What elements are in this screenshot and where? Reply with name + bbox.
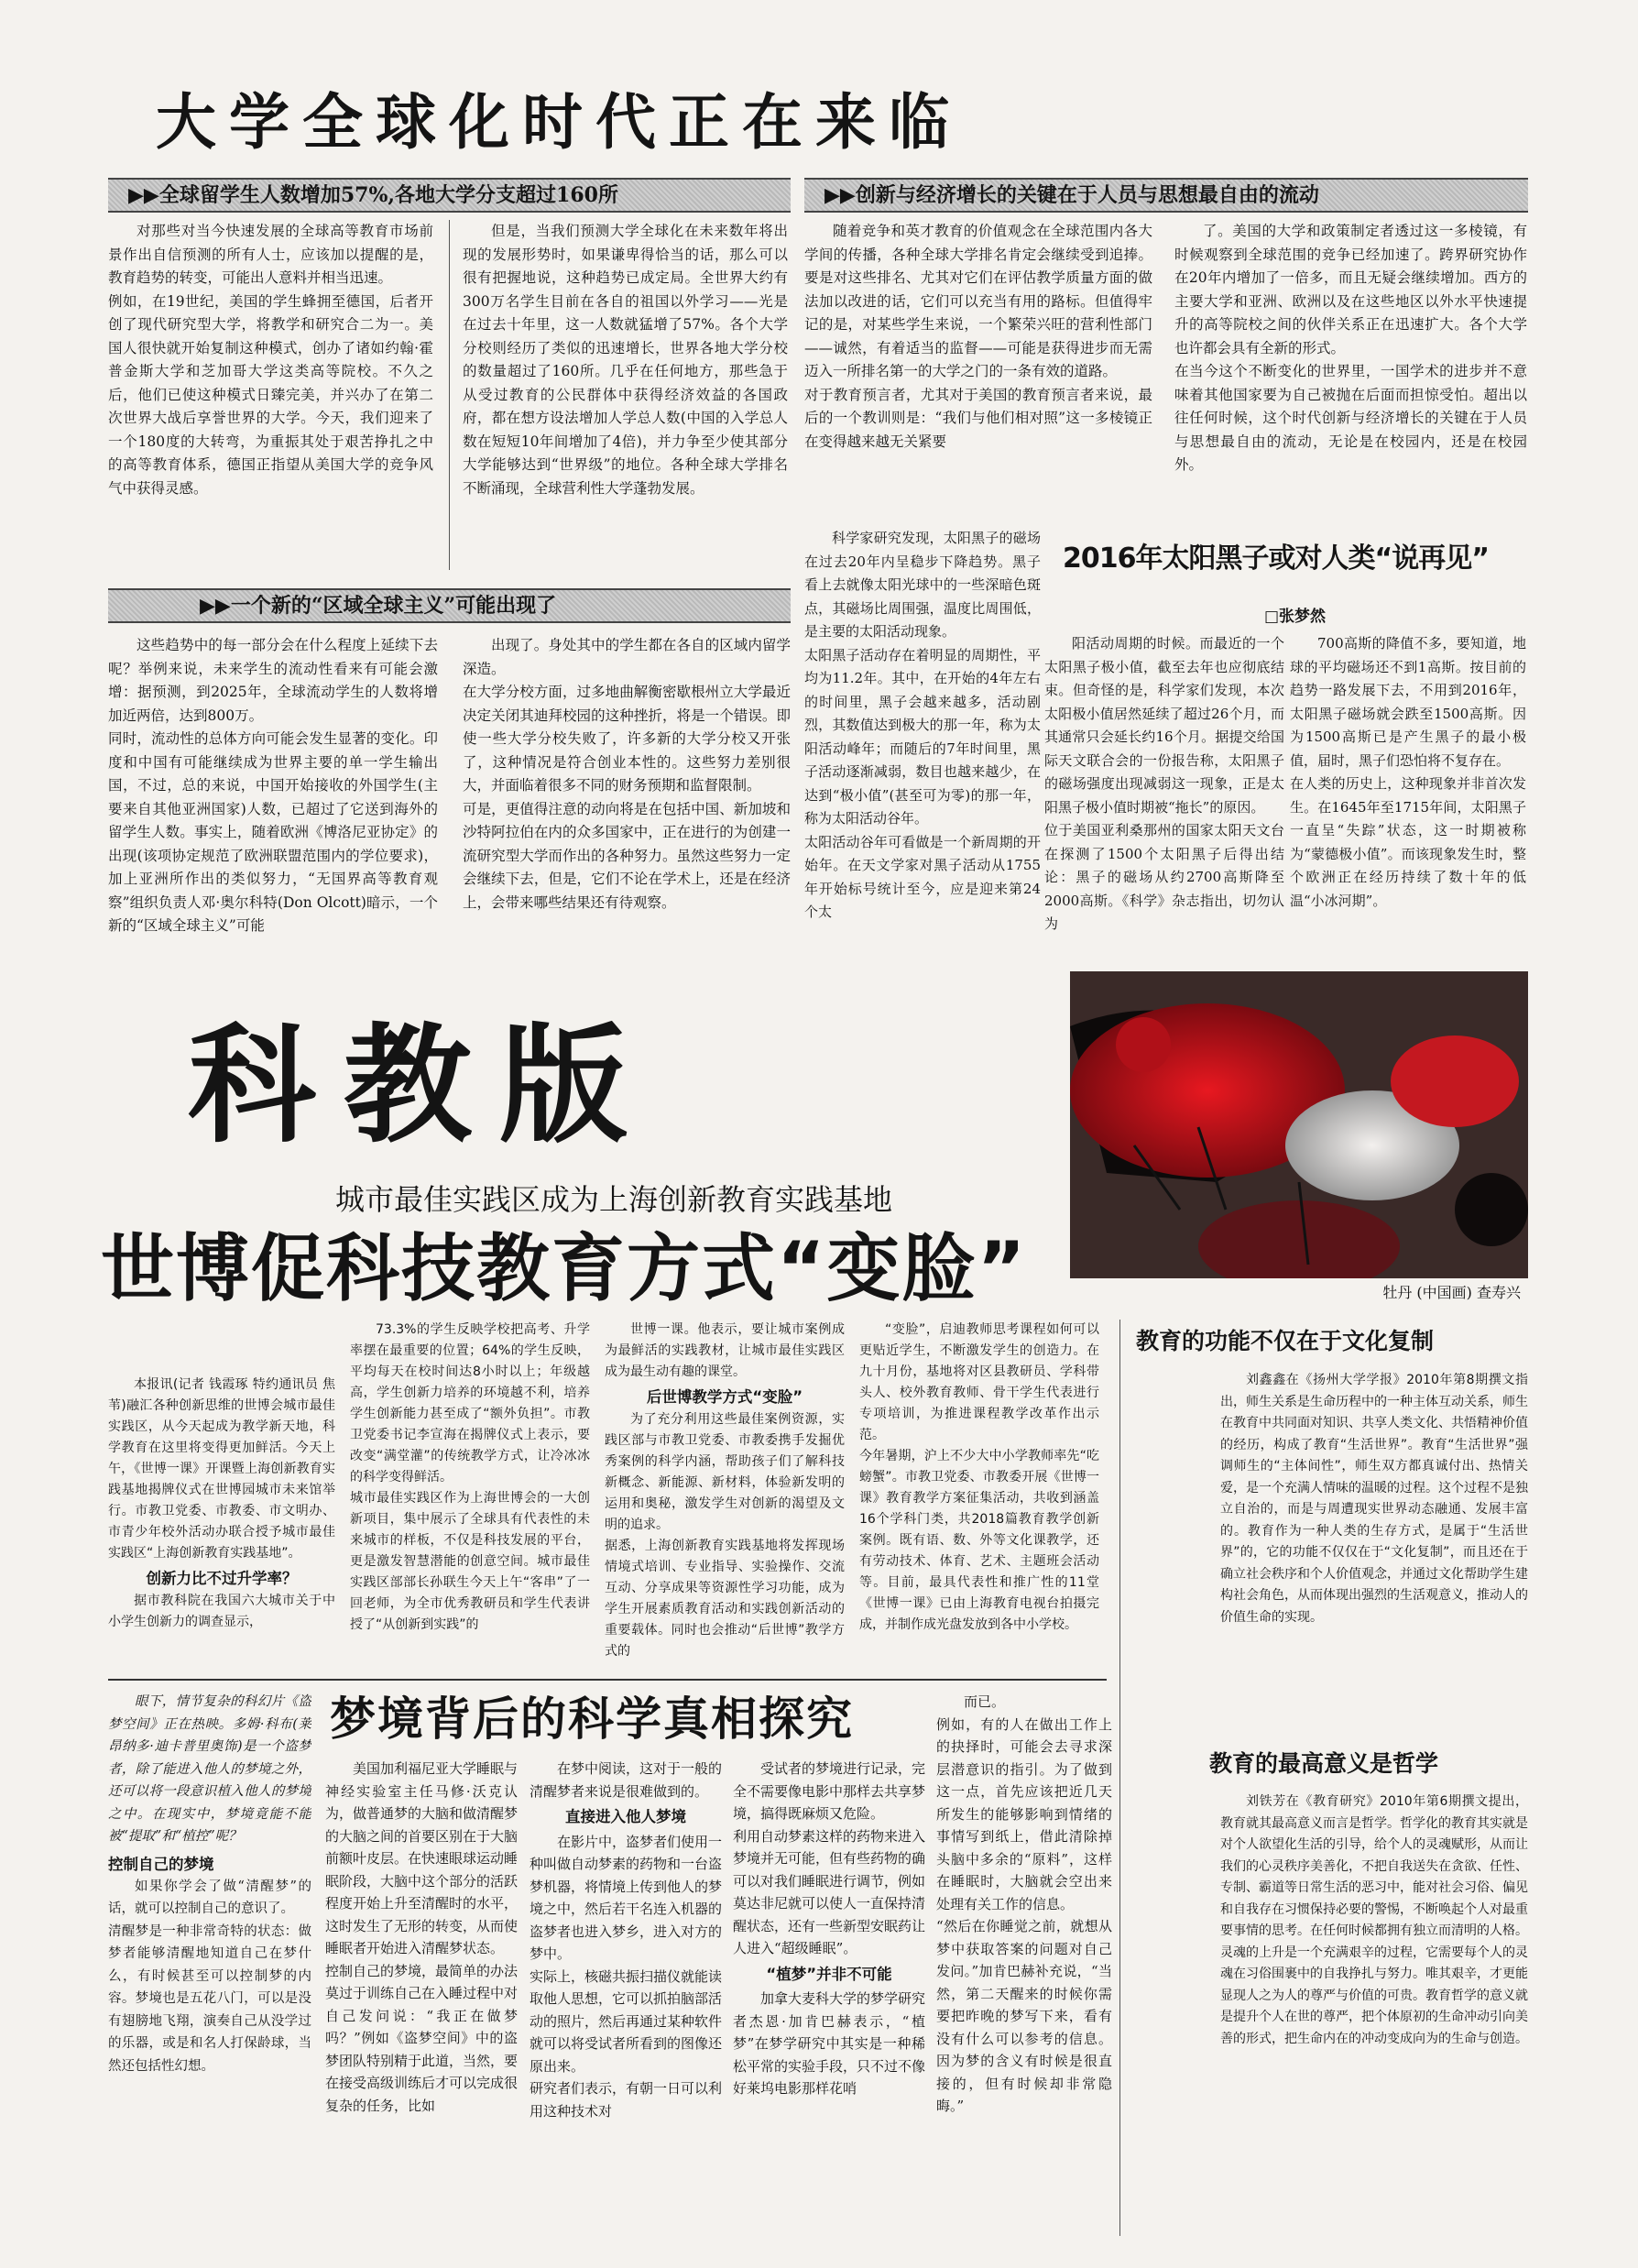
- dream-column-4b-text: 加拿大麦科大学的梦学研究者杰恩·加肯巴赫表示，“植梦”在梦学研究中其实是一种稀松平常的实验手段，只不过不像好莱坞电影那样花哨: [733, 1990, 925, 2097]
- edu-column-1: 刘鑫鑫在《扬州大学学报》2010年第8期撰文指出，师生关系是生命历程中的一种主体互动关系，师生在教育中共同面对知识、共享人类文化、共悟精神价值的经历，构成了教育“生活世界”。教育“生活世界”强调师生的“主体间性”，师生双方都真诚付出、热情关爱，是一个充满人情味的温暖的过程。这个过程不是独立自治的，而是与周遭现实世界动态融通、发展丰富的。教育作为一种人类的生存方式，是属于“生活世界”的，它的功能不仅仅在于“文化复制”，而且还在于确立社会秩序和个人价值观念，并通过文化帮助学生建构社会角色，从而体现出强烈的生活观意义，推动人的价值生命的实现。: [1220, 1373, 1528, 1625]
- shibo-column-3b-text: 为了充分利用这些最佳案例资源，实践区部与市教卫党委、市教委携手发掘优秀案例的科学内涵，帮助孩子们了解科技新概念、新能源、新材料，体验新发明的运用和奥秘，激发学生对创新的渴望及文明的追求。 据悉，上海创新教育实践基地将发挥现场情境式培训、专业指导、实验操作、交流互动、分享成果等资源性学习功能，成为学生开展素质教育活动和实践创新活动的重要载体。同时也会推动“后世博”教学方式的: [605, 1412, 845, 1659]
- section-bar-3: [108, 588, 791, 623]
- dream-column-4-text: 受试者的梦境进行记录，完全不需要像电影中那样去共享梦境，搞得既麻烦又危险。 利用自动梦素这样的药物来进入梦境并无可能，但有些药物的确可以对我们睡眠进行调节，例如莫达非尼就可以使人一直保持清醒状态，还有一些新型安眠药让人进入“超级睡眠”。: [733, 1760, 925, 1956]
- dream-column-3: [530, 1758, 722, 2231]
- peony-painting: [1070, 971, 1528, 1278]
- article-column-4: 了。美国的大学和政策制定者透过这一多棱镜，有时候观察到全球范围的竞争已经加速了。跨界研究协作在20年内增加了一倍多，而且无疑会继续增加。西方的主要大学和亚洲、欧洲以及在这些地区以外水平快速提升的高等院校之间的伙伴关系正在迅速扩大。各个大学也许都会具有全新的形式。 在当今这个不断变化的世界里，一国学术的进步并不意味着其他国家要为自己被抛在后面而担惊受怕。超出以往任何时候，这个时代创新与经济增长的关键在于人员与思想最自由的流动，无论是在校园内，还是在校园外。: [1174, 223, 1527, 473]
- shibo-subhead-2: 后世博教学方式“变脸”: [646, 1388, 803, 1406]
- dream-title: 梦境背后的科学真相探究: [330, 1692, 854, 1746]
- peony-painting-graphic: [1070, 971, 1528, 1278]
- dream-sidebar-intro: 眼下，情节复杂的科幻片《盗梦空间》正在热映。多姆·科布(莱昂纳多·迪卡普里奥饰)是一个盗梦者，除了能进入他人的梦境之外，还可以将一段意识植入他人的梦境之中。在现实中，梦境竟能不能被“提取”和“植控”呢？: [108, 1694, 311, 1844]
- section-bar-2-text: ▶▶创新与经济增长的关键在于人员与思想最自由的流动: [824, 183, 1319, 207]
- sunspot-column-1: 科学家研究发现，太阳黑子的磁场在过去20年内呈稳步下降趋势。黑子看上去就像太阳光球中的一些深暗色斑点，其磁场比周围强，温度比周围低，是主要的太阳活动现象。 太阳黑子活动存在着明显的周期性，平均为11.2年。其中，在开始的4年左右的时间里，黑子会越来越多，活动剧烈，其数值达到极大的那一年，称为太阳活动峰年；而随后的7年时间里，黑子活动逐渐减弱，数目也越来越少，在达到“极小值”(甚至可为零)的那一年，称为太阳活动谷年。 太阳活动谷年可看做是一个新周期的开始年。在天文学家对黑子活动从1755年开始标号统计至今，应是迎来第24个太: [804, 530, 1041, 920]
- dream-subhead-2: 直接进入他人梦境: [565, 1808, 686, 1825]
- dream-column-3-text: 在梦中阅读，这对于一般的清醒梦者来说是很难做到的。: [530, 1760, 722, 1800]
- edu-column-2: 刘铁芳在《教育研究》2010年第6期撰文提出，教育就其最高意义而言是哲学。哲学化的教育其实就是对个人欲望化生活的引导，给个人的灵魂赋形，从而让我们的心灵秩序美善化，不把自我送失在贪欲、任性、专制、霸道等日常生活的恶习中，能对社会习俗、偏见和自我存在习惯保持必要的警惕，不断唤起个人对最重要事情的思考。在任何时候都拥有独立而清明的人格。灵魂的上升是一个充满艰辛的过程，它需要每个人的灵魂在习俗围裹中的自我挣扎与努力。唯其艰辛，才更能显现人之为人的尊严与价值的可贵。教育哲学的意义就是提升个人在世的尊严，把个体原初的生命冲动引向美善的形式，把生命内在的冲动变成向为的生命与创造。: [1220, 1794, 1528, 2046]
- article-column-2: 但是，当我们预测大学全球化在未来数年将出现的发展形势时，如果谦卑得恰当的话，那么可以很有把握地说，这种趋势已成定局。全世界大约有300万名学生目前在各自的祖国以外学习——光是在过去十年里，这一人数就猛增了57%。各个大学分校则经历了类似的迅速增长，世界各地大学分校的数量超过了160所。几乎在任何地方，那些急于从受过教育的公民群体中获得经济效益的各国政府，都在想方设法增加人学总人数(中国的入学总人数在短短10年间增加了4倍)，并力争至少使其部分大学能够达到“世界级”的地位。各种全球大学排名不断涌现，全球营利性大学蓬勃发展。: [463, 223, 788, 497]
- sunspot-column-3: 700高斯的降值不多，要知道，地球的平均磁场还不到1高斯。按目前的趋势一路发展下去，不用到2016年，太阳黑子磁场就会跌至1500高斯。因为1500高斯已是产生黑子的最小极值，届时，黑子们恐怕将不复存在。 在人类的历史上，这种现象并非首次发生。在1645年至1715年间，太阳黑子一直呈“失踪”状态，这一时期被称为“蒙德极小值”。而该现象发生时，整个欧洲正在经历持续了数十年的低温“小冰河期”。: [1290, 635, 1526, 909]
- shibo-column-3-text: 世博一课。他表示，要让城市案例成为最鲜活的实践教材，让城市最佳实践区成为最生动有趣的课堂。: [605, 1322, 845, 1379]
- edu-title-1: 教育的功能不仅在于文化复制: [1136, 1328, 1435, 1354]
- shibo-column-4: “变脸”，启迪教师思考课程如何可以更贴近学生，不断激发学生的创造力。在九十月份，基地将对区县教研员、学科带头人、校外教育教师、骨干学生代表进行专项培训，为推进课程教学改革作出示范。 今年暑期，沪上不少大中小学教师率先“吃螃蟹”。市教卫党委、市教委开展《世博一课》教育教学方案征集活动，共收到涵盖16个学科门类，共2018篇教育教学创新案例。既有语、数、外等文化课教学，还有劳动技术、体育、艺术、主题班会活动等。目前，最具代表性和推广性的11堂《世博一课》已由上海教育电视台拍摄完成，并制作成光盘发放到各中小学校。: [859, 1322, 1099, 1632]
- painting-caption: 牡丹 (中国画) 查寿兴: [1382, 1284, 1521, 1301]
- column-divider: [449, 220, 450, 570]
- subtitle: 城市最佳实践区成为上海创新教育实践基地: [334, 1182, 892, 1217]
- dream-sidebar: [108, 1691, 311, 2231]
- article-column-1: 对那些对当今快速发展的全球高等教育市场前景作出自信预测的所有人士，应该加以提醒的是，教育趋势的转变，可能出人意料并相当迅速。 例如，在19世纪，美国的学生蜂拥至德国，后者开创了现代研究型大学，将教学和研究合二为一。美国人很快就开始复制这种模式，创办了诸如约翰·霍普金斯大学和芝加哥大学这类高等院校。不久之后，他们已使这种模式日臻完美，并兴办了在第二次世界大战后享誉世界的大学。今天，我们迎来了一个180度的大转弯，为重振其处于艰苦挣扎之中的高等教育体系，德国正指望从美国大学的竞争风气中获得灵感。: [108, 223, 433, 497]
- shibo-column-3: [605, 1320, 845, 1670]
- dream-column-3b-text: 在影片中，盗梦者们使用一种叫做自动梦素的药物和一台盗梦机器，将情境上传到他人的梦境之中，然后若干名连入机器的盗梦者也进入梦乡，进入对方的梦中。 实际上，核磁共振扫描仪就能读取他人思想，它可以抓拍脑部活动的照片，然后再通过某种软件就可以将受试者所看到的图像还原出来。 研究者们表示，有朝一日可以利用这种技术对: [530, 1833, 722, 2120]
- article-column-6: 出现了。身处其中的学生都在各自的区域内留学深造。 在大学分校方面，过多地曲解衡密歇根州立大学最近决定关闭其迪拜校园的这种挫折，将是一个错误。即使一些大学分校失败了，许多新的大学分校又开张了，这种情况是符合创业本性的。这些努力差别很大，并面临着很多不同的财务预期和监督限制。 可是，更值得注意的动向将是在包括中国、新加坡和沙特阿拉伯在内的众多国家中，正在进行的为创建一流研究型大学而作出的各种努力。虽然这些努力一定会继续下去，但是，它们不论在学术上，还是在经济上，会带来哪些结果还有待观察。: [463, 637, 791, 911]
- article-column-5: 这些趋势中的每一部分会在什么程度上延续下去呢？举例来说，未来学生的流动性看来有可能会激增：据预测，到2025年，全球流动学生的人数将增加近两倍，达到800万。 同时，流动性的总体方向可能会发生显著的变化。印度和中国有可能继续成为世界主要的单一学生输出国，不过，总的来说，中国开始接收的外国学生(主要来自其他亚洲国家)人数，已超过了它送到海外的留学生人数。事实上，随着欧洲《博洛尼亚协定》的出现(该项协定规范了欧洲联盟范围内的学位要求)，加上亚洲所作出的类似努力，“无国界高等教育观察”组织负责人邓·奥尔科特(Don Olcott)暗示，一个新的“区域全球主义”可能: [108, 637, 438, 934]
- dream-column-5: 而已。 例如，有的人在做出工作上的抉择时，可能会去寻求深层潜意识的指引。为了做到这一点，首先应该把近几天所发生的能够影响到情绪的事情写到纸上，借此清除掉头脑中多余的“原料”，这样在睡眠时，大脑就会空出来处理有关工作的信息。 “然后在你睡觉之前，就想从梦中获取答案的问题对自己发问。”加肯巴赫补充说，“当然，第二天醒来的时候你需要把昨晚的梦写下来，看有没有什么可以参考的信息。因为梦的含义有时候是很直接的，但有时候却非常隐晦。”: [936, 1693, 1112, 2114]
- main-title: 大学全球化时代正在来临: [156, 86, 962, 158]
- shibo-column-1-text: 本报讯(记者 钱霞琢 特约通讯员 焦苇)融汇各种创新思维的世博会城市最佳实践区，从今天起成为教学新天地，科学教育在这里将变得更加鲜活。今天上午，《世博一课》开课暨上海创新教育实践基地揭牌仪式在世博园城市未来馆举行。市教卫党委、市教委、市文明办、市青少年校外活动办联合授予城市最佳实践区“上海创新教育实践基地”。: [108, 1377, 335, 1561]
- dream-subhead-3: “植梦”并非不可能: [766, 1965, 892, 1983]
- section-bar-3-text: ▶▶一个新的“区域全球主义”可能出现了: [200, 594, 557, 618]
- shibo-subhead-1: 创新力比不过升学率？: [146, 1570, 298, 1587]
- sunspot-author: □张梦然: [1264, 608, 1327, 626]
- article-column-3: 随着竞争和英才教育的价值观念在全球范围内各大学间的传播，各种全球大学排名肯定会继续受到追捧。要是对这些排名、尤其对它们在评估教学质量方面的做法加以改进的话，它们可以充当有用的路标。但值得牢记的是，对某些学生来说，一个繁荣兴旺的营利性部门——诚然，有着适当的监督——可能是获得进步而无需迈入一所排名第一的大学之门的一条有效的道路。 对于教育预言者，尤其对于美国的教育预言者来说，最后的一个教训则是：“我们与他们相对照”这一多棱镜正在变得越来越无关紧要: [804, 223, 1152, 450]
- masthead: 科教版: [188, 1011, 656, 1161]
- dream-column-4: [733, 1758, 925, 2231]
- section-bar-1: [108, 178, 791, 213]
- sunspot-title: 2016年太阳黑子或对人类“说再见”: [1063, 542, 1489, 575]
- section-bar-2: [804, 178, 1528, 213]
- dream-column-2: 美国加利福尼亚大学睡眠与神经实验室主任马修·沃克认为，做普通梦的大脑和做清醒梦的大脑之间的首要区别在于大脑前额叶皮层。在快速眼球运动睡眠阶段，大脑中这个部分的活跃程度开始上升至清醒时的水平，这时发生了无形的转变，从而使睡眠者开始进入清醒梦状态。 控制自己的梦境，最简单的办法莫过于训练自己在入睡过程中对自己发问说：“我正在做梦吗？”例如《盗梦空间》中的盗梦团队特别精于此道，当然，要在接受高级训练后才可以完成很复杂的任务，比如: [325, 1760, 518, 2114]
- section-rule: [108, 1679, 1107, 1681]
- section-bar-1-text: ▶▶全球留学生人数增加57%,各地大学分支超过160所: [128, 183, 618, 207]
- shibo-column-2: 73.3%的学生反映学校把高考、升学率摆在最重要的位置；64%的学生反映，平均每天在校时间达8小时以上；年级越高，学生创新力培养的环境越不利，培养学生创新能力甚至成了“额外负担”。市教卫党委书记李宣海在揭牌仪式上表示，要改变“满堂灌”的传统教学方式，让冷冰冰的科学变得鲜活。 城市最佳实践区作为上海世博会的一大创新项目，集中展示了全球具有代表性的未来城市的样板，不仅是科技发展的平台，更是激发智慧潜能的创意空间。城市最佳实践区部部长孙联生今天上午“客串”了一回老师，为全市优秀教研员和学生代表讲授了“从创新到实践”的: [350, 1322, 590, 1632]
- dream-subhead-1: 控制自己的梦境: [108, 1855, 214, 1873]
- headline: 世博促科技教育方式“变脸”: [101, 1226, 1028, 1311]
- shibo-column-1b-text: 据市教科院在我国六大城市关于中小学生创新力的调查显示，: [108, 1594, 335, 1629]
- dream-sidebar-text: 如果你学会了做“清醒梦”的话，就可以控制自己的意识了。 清醒梦是一种非常奇特的状态：做梦者能够清醒地知道自己在梦什么，有时候甚至可以控制梦的内容。梦境也是五花八门，可以是没有翅膀地飞翔，演奏自己从没学过的乐器，或是和名人打保龄球，当然还包括性幻想。: [108, 1879, 311, 2074]
- shibo-column-1: [108, 1375, 335, 1670]
- edu-title-2: 教育的最高意义是哲学: [1209, 1750, 1439, 1777]
- sidebar-divider: [1119, 1320, 1120, 2236]
- sunspot-column-2: 阳活动周期的时候。而最近的一个太阳黑子极小值，截至去年也应彻底结束。但奇怪的是，科学家们发现，本次太阳极小值居然延续了超过26个月，而其通常只会延长约16个月。据提交给国际天文联合会的一份报告称，太阳黑子的磁场强度出现减弱这一现象，正是太阳黑子极小值时期被“拖长”的原因。 位于美国亚利桑那州的国家太阳天文台在探测了1500个太阳黑子后得出结论：黑子的磁场从约2700高斯降至2000高斯。《科学》杂志指出，切勿认为: [1044, 635, 1284, 932]
